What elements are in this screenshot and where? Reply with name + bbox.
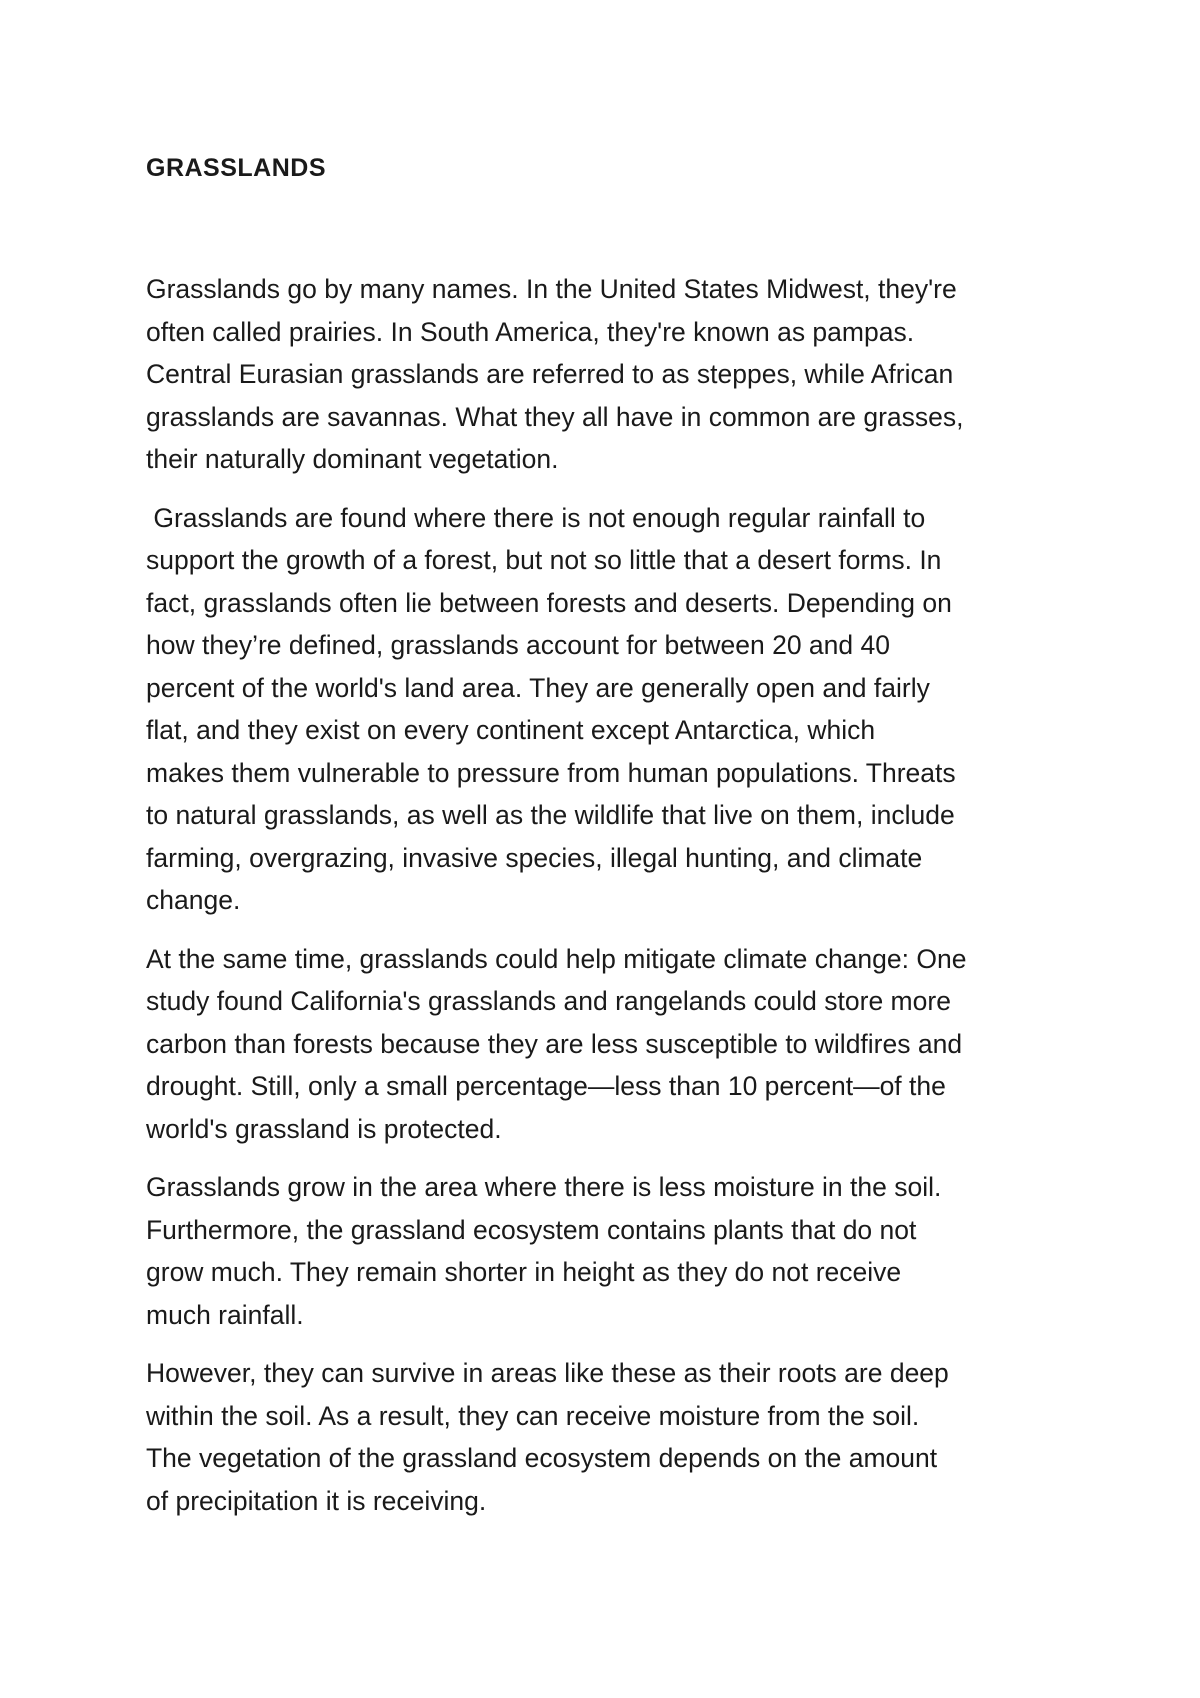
text-line: fact, grasslands often lie between forests and deserts. Depending on bbox=[146, 587, 952, 618]
document-title: GRASSLANDS bbox=[146, 154, 327, 182]
text-line: study found California's grasslands and rangelands could store more bbox=[146, 986, 951, 1016]
text-line: world's grassland is protected. bbox=[146, 1113, 502, 1144]
paragraph-2 bbox=[146, 497, 1086, 922]
text-line: grow much. They remain shorter in height as they do not receive bbox=[146, 1257, 902, 1287]
text-line: of precipitation it is receiving. bbox=[146, 1485, 487, 1516]
paragraph-4 bbox=[146, 1166, 1086, 1336]
text-line: percent of the world's land area. They are generally open and fairly bbox=[146, 672, 930, 703]
text-line: The vegetation of the grassland ecosystem depends on the amount bbox=[146, 1443, 938, 1473]
text-line: Grasslands are found where there is not enough regular rainfall to bbox=[146, 502, 926, 533]
text-line: Furthermore, the grassland ecosystem contains plants that do not bbox=[146, 1214, 917, 1245]
paragraph-1 bbox=[146, 268, 1086, 481]
text-line: support the growth of a forest, but not so little that a desert forms. In bbox=[146, 545, 942, 575]
text-line: grasslands are savannas. What they all have in common are grasses, bbox=[146, 401, 964, 432]
document-body bbox=[146, 268, 1086, 1538]
text-line: Grasslands grow in the area where there is less moisture in the soil. bbox=[146, 1172, 942, 1202]
text-line: much rainfall. bbox=[146, 1299, 304, 1330]
text-line: farming, overgrazing, invasive species, illegal hunting, and climate bbox=[146, 842, 923, 873]
text-line: flat, and they exist on every continent except Antarctica, which bbox=[146, 715, 876, 745]
text-line: often called prairies. In South America, they're known as pampas. bbox=[146, 316, 915, 347]
paragraph-3 bbox=[146, 938, 1086, 1151]
text-line: change. bbox=[146, 885, 241, 915]
text-line: carbon than forests because they are less susceptible to wildfires and bbox=[146, 1028, 963, 1059]
text-line: drought. Still, only a small percentage—less than 10 percent—of the bbox=[146, 1071, 946, 1101]
text-line: makes them vulnerable to pressure from human populations. Threats bbox=[146, 757, 956, 788]
paragraph-5 bbox=[146, 1352, 1086, 1522]
text-line: Central Eurasian grasslands are referred to as steppes, while African bbox=[146, 359, 954, 389]
text-line: However, they can survive in areas like these as their roots are deep bbox=[146, 1358, 949, 1388]
text-line: to natural grasslands, as well as the wildlife that live on them, include bbox=[146, 800, 955, 830]
text-line: Grasslands go by many names. In the United States Midwest, they're bbox=[146, 274, 957, 304]
text-line: At the same time, grasslands could help mitigate climate change: One bbox=[146, 943, 967, 974]
text-line: how they’re defined, grasslands account for between 20 and 40 bbox=[146, 630, 890, 660]
text-line: within the soil. As a result, they can receive moisture from the soil. bbox=[146, 1400, 920, 1431]
text-line: their naturally dominant vegetation. bbox=[146, 444, 559, 474]
